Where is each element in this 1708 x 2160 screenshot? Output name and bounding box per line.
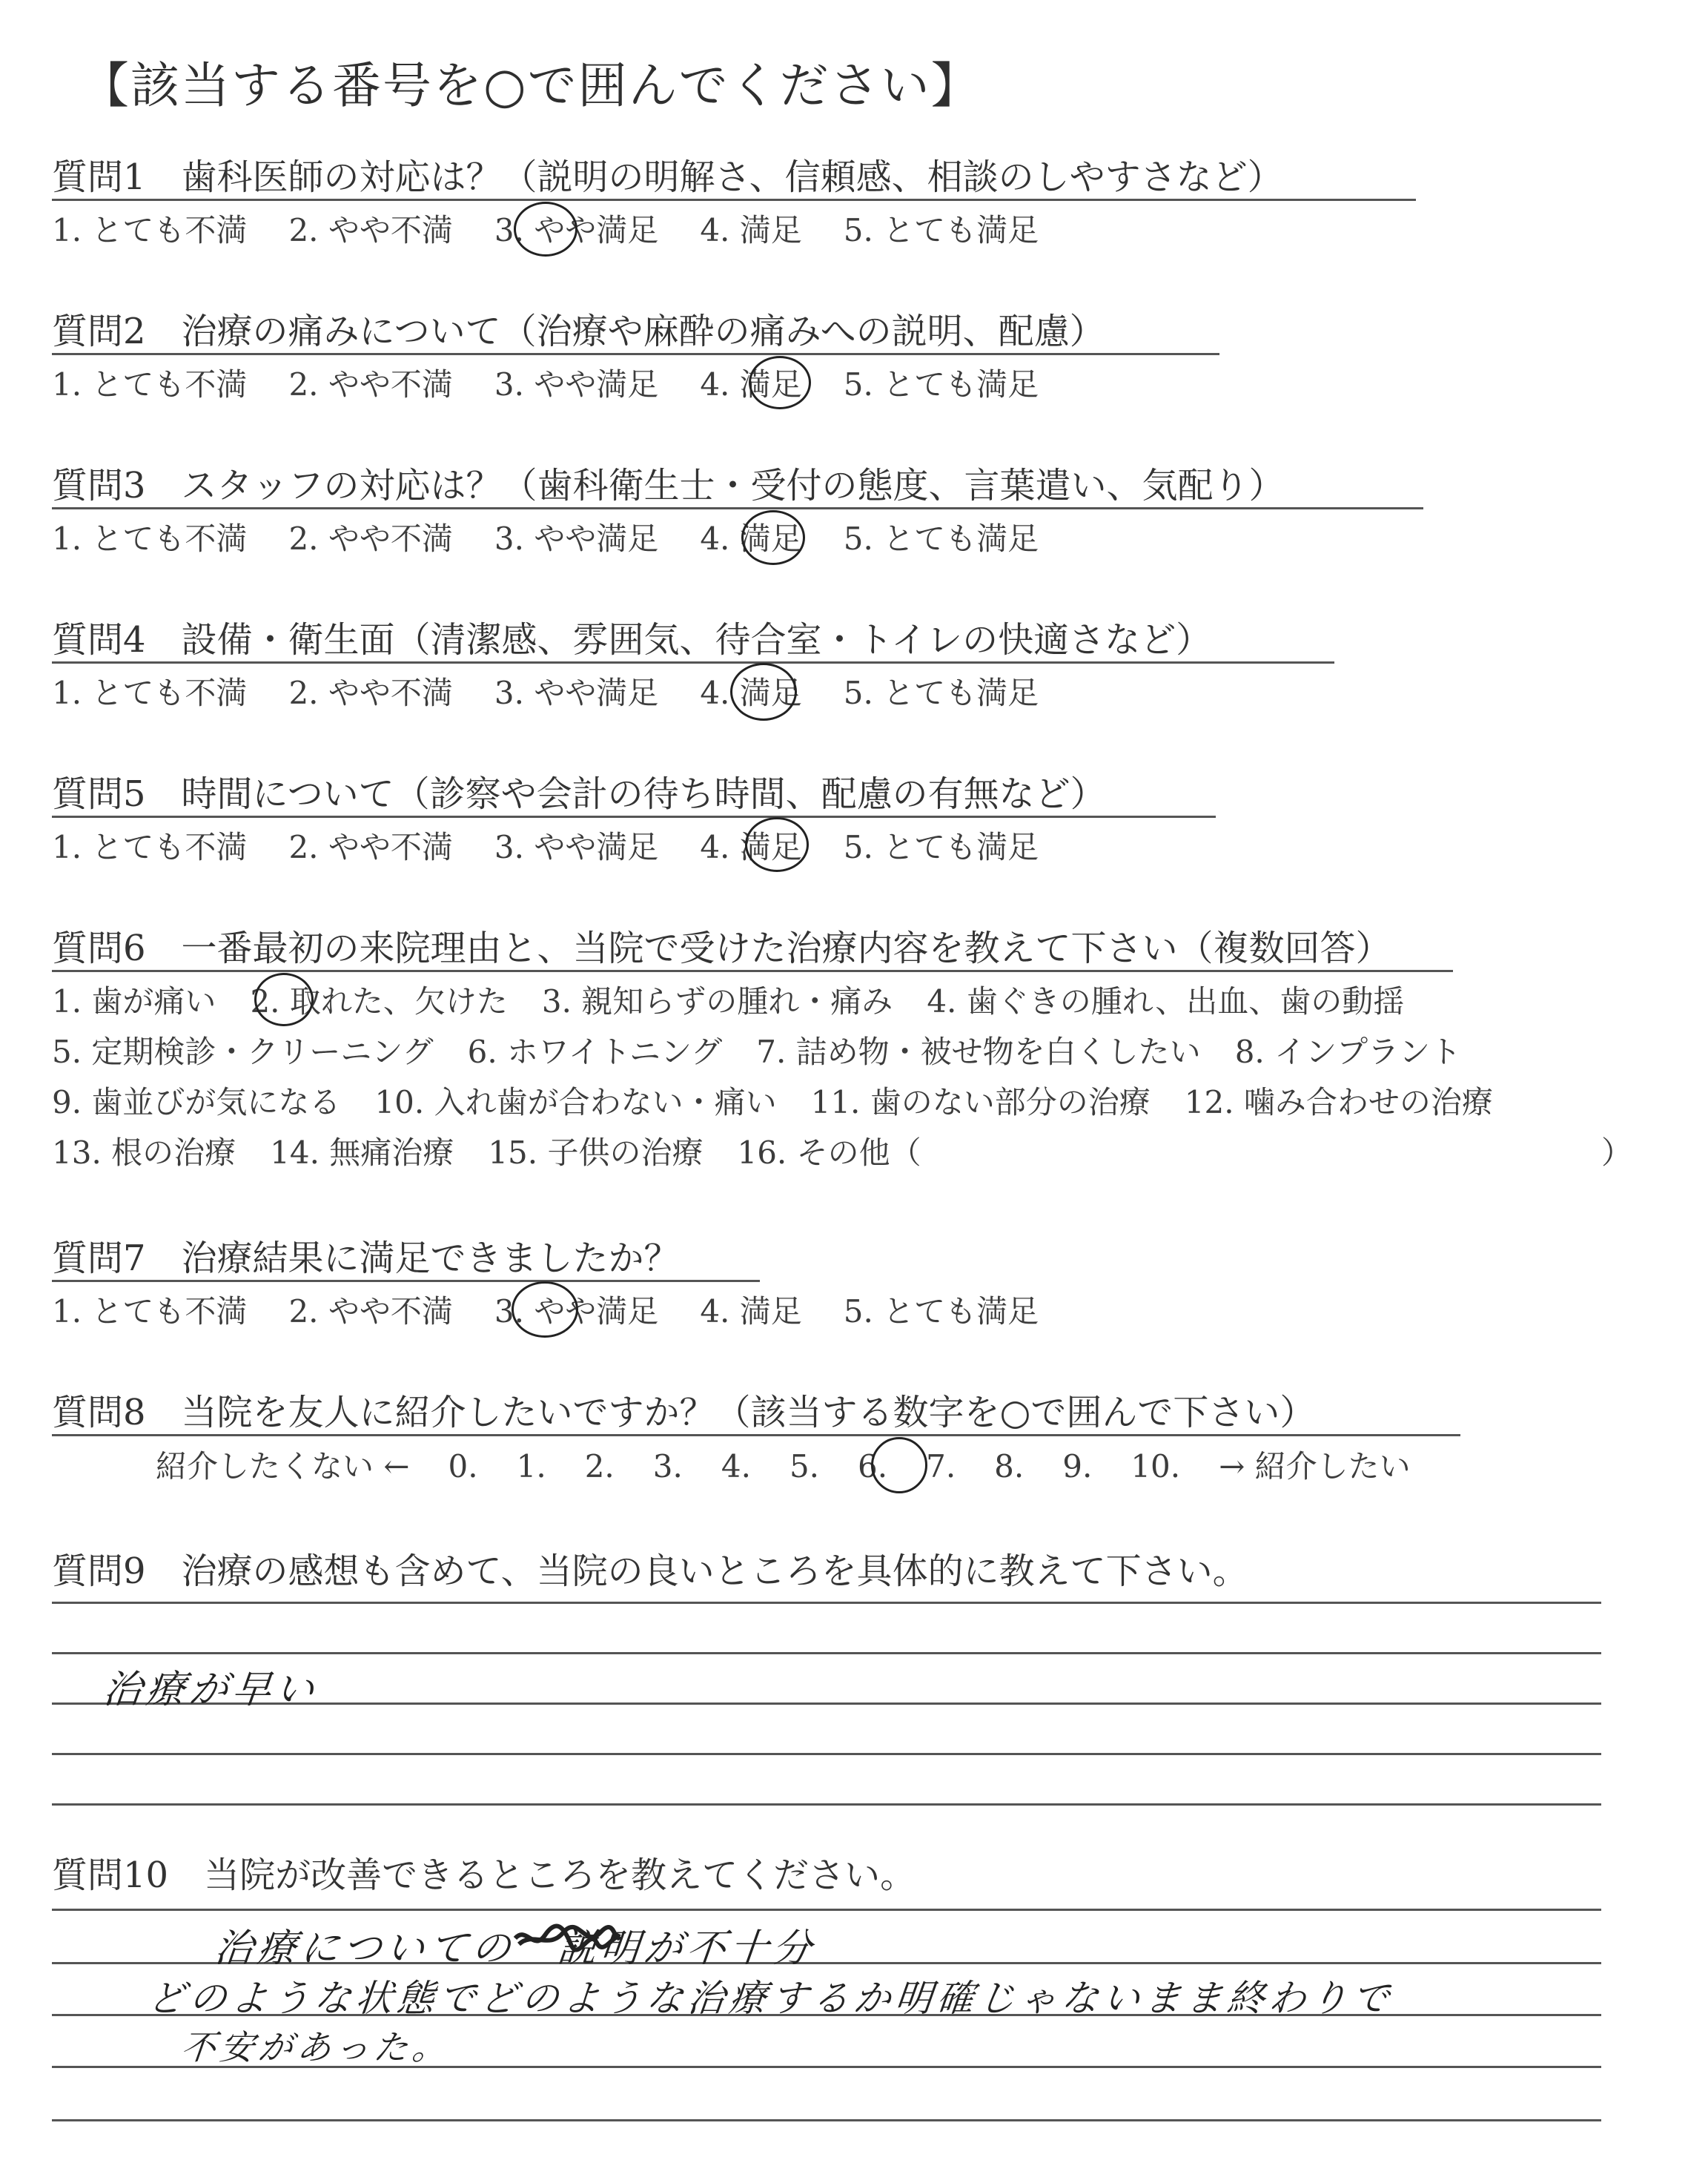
q6-option-14[interactable]: 14. 無痛治療 [270, 1135, 454, 1171]
question-8-label: 質問8 当院を友人に紹介したいですか？（該当する数字を○で囲んで下さい） [52, 1392, 1316, 1433]
q2-option-1[interactable]: 1. とても不満 [52, 366, 248, 403]
q2-option-3[interactable]: 3. やや満足 [494, 366, 659, 403]
q2-option-2[interactable]: 2. やや不満 [288, 366, 453, 403]
question-2-options [52, 360, 1080, 405]
q8-option-5[interactable]: 5. [789, 1448, 820, 1484]
q7-option-3[interactable]: 3. やや満足 [494, 1293, 659, 1330]
q3-circle-mark [741, 510, 805, 565]
q6-option-3[interactable]: 3. 親知らずの腫れ・痛み [541, 983, 893, 1020]
q1-option-4[interactable]: 4. 満足 [700, 212, 802, 248]
q10-handwritten-line-2[interactable]: どのような状態でどのような治療するか明確じゃないまま終わりで [145, 1977, 1396, 2020]
q8-option-4[interactable]: 4. [721, 1448, 751, 1484]
q6-circle-mark [254, 973, 314, 1026]
q8-option-6[interactable]: 6. [858, 1448, 888, 1484]
question-6-underline [52, 970, 1453, 972]
q7-option-1[interactable]: 1. とても不満 [52, 1293, 248, 1330]
q7-circle-mark [512, 1281, 578, 1338]
q8-circle-mark [871, 1437, 927, 1493]
q1-option-5[interactable]: 5. とても満足 [843, 212, 1039, 248]
q4-option-1[interactable]: 1. とても不満 [52, 675, 248, 711]
question-5-options [52, 823, 1080, 868]
q2-circle-mark [749, 356, 811, 409]
q8-option-10[interactable]: 10. [1131, 1448, 1181, 1484]
question-7-underline [52, 1280, 760, 1282]
q7-option-2[interactable]: 2. やや不満 [288, 1293, 453, 1330]
question-5-underline [52, 816, 1216, 818]
q8-option-7[interactable]: 7. [926, 1448, 956, 1484]
q6-option-11[interactable]: 11. 歯のない部分の治療 [810, 1084, 1151, 1120]
q8-option-1[interactable]: 1. [516, 1448, 546, 1484]
q6-option-8[interactable]: 8. インプラント [1234, 1034, 1462, 1070]
q3-option-2[interactable]: 2. やや不満 [288, 521, 453, 557]
q8-option-0[interactable]: 0. [448, 1448, 478, 1484]
q4-option-3[interactable]: 3. やや満足 [494, 675, 659, 711]
q9-write-line-1 [52, 1602, 1601, 1604]
q6-option-4[interactable]: 4. 歯ぐきの腫れ、出血、歯の動揺 [927, 983, 1405, 1020]
question-4-label: 質問4 設備・衛生面（清潔感、雰囲気、待合室・トイレの快適さなど） [52, 619, 1212, 661]
question-2-underline [52, 353, 1219, 355]
q10-handwritten-line-1[interactable]: 治療についての 説明が不十分 [212, 1926, 818, 1971]
question-4-underline [52, 661, 1334, 664]
q5-option-3[interactable]: 3. やや満足 [494, 829, 659, 865]
crossed-out-scribble [512, 1922, 623, 1955]
q10-write-line-1 [52, 1909, 1601, 1911]
q8-option-3[interactable]: 3. [652, 1448, 683, 1484]
q6-option-12[interactable]: 12. 噛み合わせの治療 [1184, 1084, 1493, 1120]
q3-option-1[interactable]: 1. とても不満 [52, 521, 248, 557]
question-3-options [52, 515, 1080, 559]
question-6-label: 質問6 一番最初の来院理由と、当院で受けた治療内容を教えて下さい（複数回答） [52, 928, 1391, 969]
question-3-underline [52, 507, 1423, 509]
q1-circle-mark [514, 202, 577, 257]
q10-handwritten-line-3[interactable]: 不安があった。 [179, 2027, 454, 2067]
q6-row-3 [52, 1078, 1527, 1123]
q6-row-2 [52, 1028, 1495, 1072]
question-10-label: 質問10 当院が改善できるところを教えてください。 [52, 1855, 916, 1896]
q6-option-13[interactable]: 13. 根の治療 [52, 1135, 236, 1171]
q4-option-5[interactable]: 5. とても満足 [843, 675, 1039, 711]
q8-scale [156, 1442, 1449, 1487]
question-8-underline [52, 1434, 1460, 1436]
q1-option-3[interactable]: 3. やや満足 [494, 212, 659, 248]
q6-option-15[interactable]: 15. 子供の治療 [488, 1135, 704, 1171]
q6-row-4 [52, 1129, 956, 1173]
q8-option-2[interactable]: 2. [584, 1448, 615, 1484]
q10-write-line-5 [52, 2119, 1601, 2121]
q9-write-line-2 [52, 1652, 1601, 1654]
q9-write-line-4 [52, 1753, 1601, 1755]
q7-option-4[interactable]: 4. 満足 [700, 1293, 802, 1330]
q6-option-9[interactable]: 9. 歯並びが気になる [52, 1084, 341, 1120]
q1-option-2[interactable]: 2. やや不満 [288, 212, 453, 248]
q3-option-3[interactable]: 3. やや満足 [494, 521, 659, 557]
q6-other-close-paren: ） [1601, 1135, 1633, 1171]
q6-option-2[interactable]: 2. 取れた、欠けた [250, 983, 508, 1020]
q5-option-1[interactable]: 1. とても不満 [52, 829, 248, 865]
q5-option-2[interactable]: 2. やや不満 [288, 829, 453, 865]
question-7-label: 質問7 治療結果に満足できましたか？ [52, 1238, 680, 1279]
q6-option-16[interactable]: 16. その他（ [737, 1135, 921, 1171]
q6-option-7[interactable]: 7. 詰め物・被せ物を白くしたい [756, 1034, 1201, 1070]
q8-option-9[interactable]: 9. [1062, 1448, 1093, 1484]
q3-option-4[interactable]: 4. 満足 [700, 521, 802, 557]
q4-option-2[interactable]: 2. やや不満 [288, 675, 453, 711]
q3-option-5[interactable]: 5. とても満足 [843, 521, 1039, 557]
q2-option-5[interactable]: 5. とても満足 [843, 366, 1039, 403]
q6-option-6[interactable]: 6. ホワイトニング [467, 1034, 723, 1070]
q6-option-1[interactable]: 1. 歯が痛い [52, 983, 216, 1020]
q9-handwritten-answer[interactable]: 治療が早い [101, 1668, 321, 1712]
q1-option-1[interactable]: 1. とても不満 [52, 212, 248, 248]
q6-option-10[interactable]: 10. 入れ歯が合わない・痛い [374, 1084, 777, 1120]
q8-left-label: 紹介したくない ← [156, 1448, 410, 1484]
question-1-underline [52, 199, 1416, 201]
question-1-label: 質問1 歯科医師の対応は？（説明の明解さ、信頼感、相談のしやすさなど） [52, 156, 1283, 198]
q9-write-line-5 [52, 1803, 1601, 1806]
q4-option-4[interactable]: 4. 満足 [700, 675, 802, 711]
q6-option-5[interactable]: 5. 定期検診・クリーニング [52, 1034, 434, 1070]
q8-right-label: → 紹介したい [1219, 1448, 1411, 1484]
form-title: 【該当する番号を○で囲んでください】 [80, 57, 982, 114]
question-4-options [52, 669, 1080, 713]
question-9-label: 質問9 治療の感想も含めて、当院の良いところを具体的に教えて下さい。 [52, 1550, 1248, 1592]
question-3-label: 質問3 スタッフの対応は？（歯科衛生士・受付の態度、言葉遣い、気配り） [52, 465, 1285, 506]
question-5-label: 質問5 時間について（診察や会計の待ち時間、配慮の有無など） [52, 773, 1106, 815]
q5-option-5[interactable]: 5. とても満足 [843, 829, 1039, 865]
q8-option-8[interactable]: 8. [994, 1448, 1025, 1484]
q7-option-5[interactable]: 5. とても満足 [843, 1293, 1039, 1330]
question-2-label: 質問2 治療の痛みについて（治療や麻酔の痛みへの説明、配慮） [52, 311, 1105, 352]
q5-circle-mark [745, 817, 809, 872]
q5-option-4[interactable]: 4. 満足 [700, 829, 802, 865]
q2-option-4[interactable]: 4. 満足 [700, 366, 802, 403]
q4-circle-mark [730, 663, 797, 721]
